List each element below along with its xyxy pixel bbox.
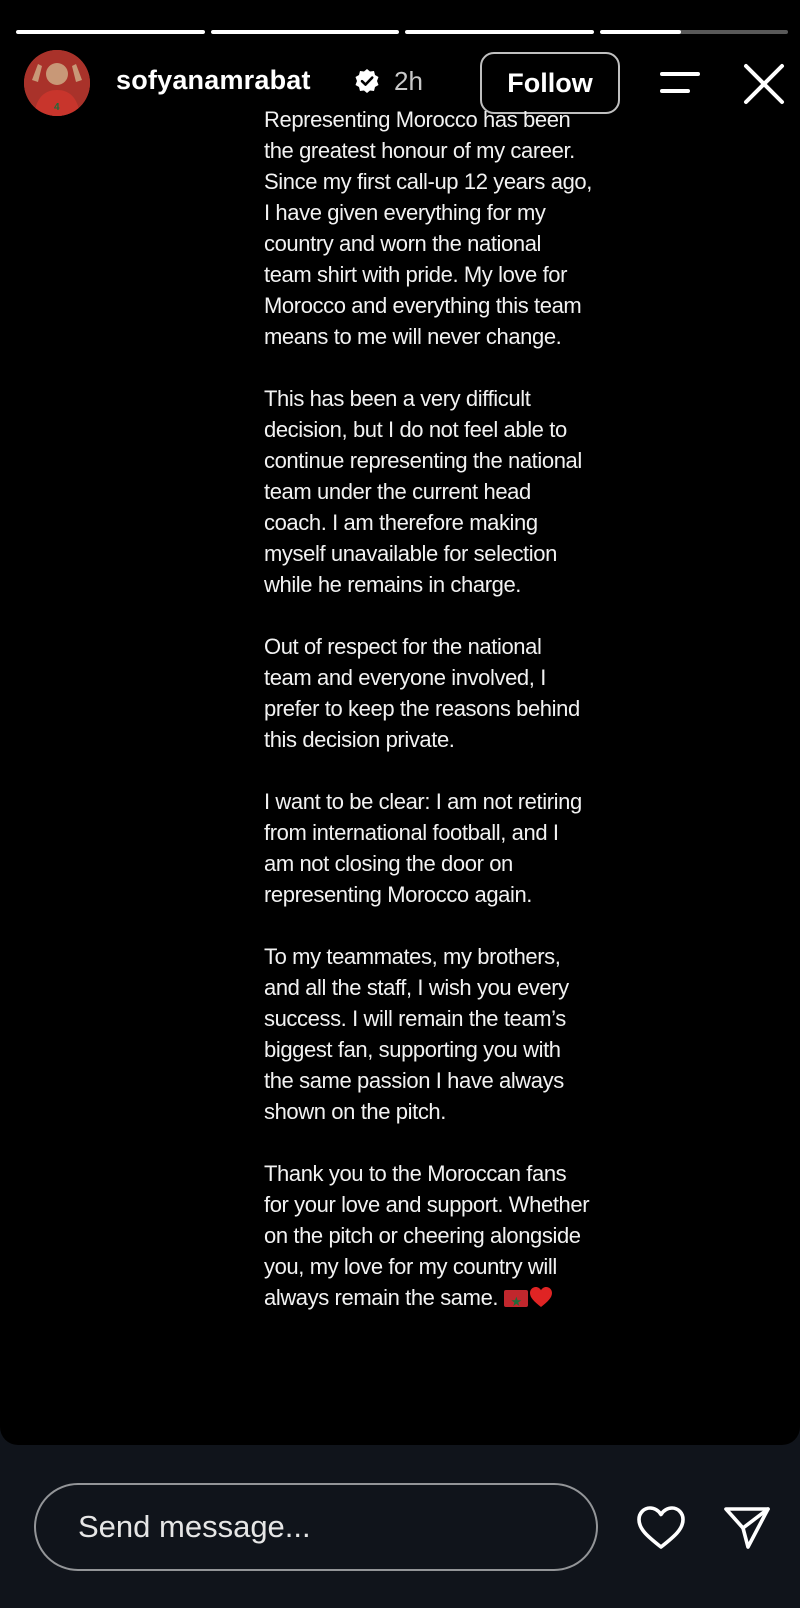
progress-segment <box>600 30 789 34</box>
progress-segment <box>211 30 400 34</box>
story-paragraph: Representing Morocco has been the greatest honour of my career. Since my first call-up 12 years ago, I have given everything for my country and worn the national team shirt with pride. My love for Morocco and everything this team means to me will never change. <box>264 107 592 349</box>
send-icon[interactable] <box>722 1503 772 1551</box>
svg-text:4: 4 <box>54 102 60 113</box>
morocco-flag-icon <box>504 1290 528 1307</box>
red-heart-icon <box>529 1286 553 1308</box>
progress-fill <box>16 30 205 34</box>
story-paragraph: Out of respect for the national team and everyone involved, I prefer to keep the reasons behind this decision private. <box>264 634 580 752</box>
progress-fill <box>600 30 681 34</box>
menu-icon[interactable] <box>658 68 702 98</box>
story-paragraph-last <box>264 1158 594 1313</box>
close-icon[interactable] <box>742 62 786 106</box>
story-paragraph: This has been a very difficult decision, but I do not feel able to continue representing the national team under the current head coach. I am therefore making myself unavailable for selection while he remains in charge. <box>264 386 582 597</box>
avatar-image <box>24 50 90 116</box>
follow-button[interactable]: Follow <box>480 52 620 114</box>
heart-outline-icon[interactable] <box>636 1505 686 1551</box>
story-message <box>264 104 594 1313</box>
story-progress-bar <box>16 30 788 34</box>
username[interactable]: sofyanamrabat <box>116 65 311 95</box>
story-paragraph: To my teammates, my brothers, and all the staff, I wish you every success. I will remain the team’s biggest fan, supporting you with the same passion I have always shown on the pitch. <box>264 944 569 1124</box>
send-message-input[interactable] <box>34 1483 598 1571</box>
avatar[interactable] <box>24 50 90 116</box>
story-reply-bar <box>0 1445 800 1608</box>
story-paragraph: I want to be clear: I am not retiring from international football, and I am not closing the door on representing Morocco again. <box>264 789 582 907</box>
story-paragraph: Thank you to the Moroccan fans for your love and support. Whether on the pitch or cheering alongside you, my love for my country will always remain the same. <box>264 1161 590 1310</box>
progress-fill <box>405 30 594 34</box>
verified-badge-icon <box>354 68 380 94</box>
progress-segment <box>16 30 205 34</box>
post-time: 2h <box>394 66 423 96</box>
progress-segment <box>405 30 594 34</box>
progress-fill <box>211 30 400 34</box>
